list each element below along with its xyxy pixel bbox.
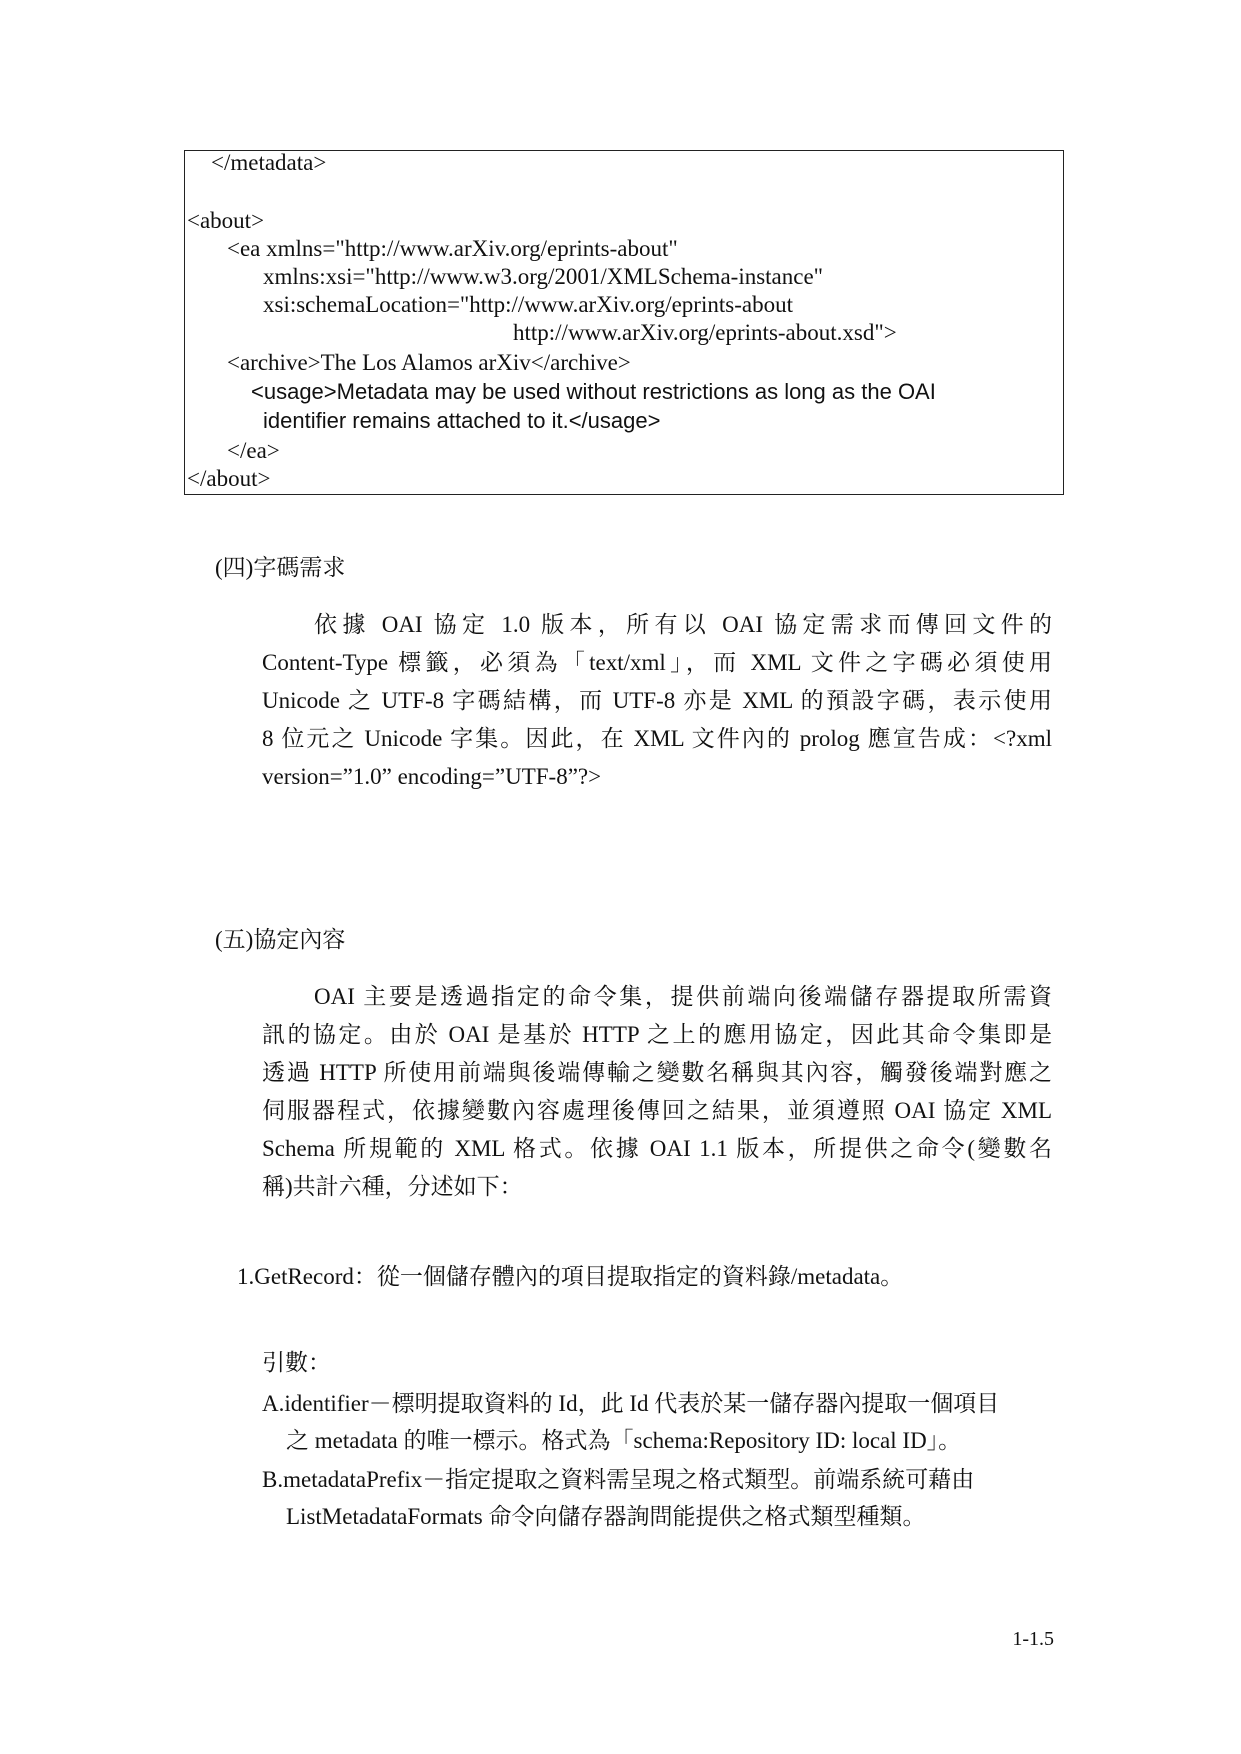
- code-line: </ea>: [227, 438, 280, 463]
- code-line: <archive>The Los Alamos arXiv</archive>: [227, 350, 631, 375]
- paragraph-line: 8 位元之 Unicode 字集。因此，在 XML 文件內的 prolog 應宣告成：<?xml: [262, 726, 1052, 751]
- code-line: http://www.arXiv.org/eprints-about.xsd">: [513, 320, 897, 345]
- code-line: identifier remains attached to it.</usage>: [263, 408, 661, 433]
- paragraph-line: version=”1.0” encoding=”UTF-8”?>: [262, 764, 602, 789]
- code-line: </metadata>: [211, 150, 327, 175]
- section-heading: (五)協定內容: [215, 927, 346, 952]
- paragraph-line: OAI 主要是透過指定的命令集，提供前端向後端儲存器提取所需資: [314, 984, 1052, 1009]
- paragraph-line: 透過 HTTP 所使用前端與後端傳輸之變數名稱與其內容，觸發後端對應之: [262, 1060, 1052, 1085]
- paragraph-line: 訊的協定。由於 OAI 是基於 HTTP 之上的應用協定，因此其命令集即是: [262, 1022, 1052, 1047]
- section-heading: (四)字碼需求: [215, 555, 346, 580]
- xml-code-box: [184, 150, 1064, 495]
- code-line: </about>: [187, 466, 271, 491]
- code-line: xsi:schemaLocation="http://www.arXiv.org/eprints-about: [263, 292, 793, 317]
- arg-line: A.identifier－標明提取資料的 Id，此 Id 代表於某一儲存器內提取一個項目: [262, 1391, 1000, 1416]
- arg-line: 之 metadata 的唯一標示。格式為「schema:Repository ID: local ID」。: [286, 1428, 962, 1453]
- arg-line: ListMetadataFormats 命令向儲存器詢問能提供之格式類型種類。: [286, 1504, 926, 1529]
- paragraph-line: 依據 OAI 協定 1.0 版本，所有以 OAI 協定需求而傳回文件的: [314, 612, 1052, 637]
- code-line: <usage>Metadata may be used without restrictions as long as the OAI: [251, 379, 936, 404]
- command-title: 1.GetRecord：從一個儲存體內的項目提取指定的資料錄/metadata。: [237, 1264, 904, 1289]
- paragraph-line: Schema 所規範的 XML 格式。依據 OAI 1.1 版本，所提供之命令(變數名: [262, 1136, 1052, 1161]
- code-line: xmlns:xsi="http://www.w3.org/2001/XMLSchema-instance": [263, 264, 824, 289]
- paragraph-line: 稱)共計六種，分述如下：: [262, 1174, 523, 1199]
- paragraph-line: Unicode 之 UTF-8 字碼結構，而 UTF-8 亦是 XML 的預設字碼，表示使用: [262, 688, 1052, 713]
- args-label: 引數：: [262, 1350, 331, 1375]
- paragraph-line: 伺服器程式，依據變數內容處理後傳回之結果，並須遵照 OAI 協定 XML: [262, 1098, 1052, 1123]
- code-line: <ea xmlns="http://www.arXiv.org/eprints-about": [227, 236, 678, 261]
- section4-paragraph: [262, 606, 1052, 796]
- paragraph-line: Content-Type 標籤，必須為「text/xml」，而 XML 文件之字碼必須使用: [262, 650, 1052, 675]
- section5-paragraph: [262, 978, 1052, 1206]
- arg-line: B.metadataPrefix－指定提取之資料需呈現之格式類型。前端系統可藉由: [262, 1467, 975, 1492]
- page-number: 1-1.5: [1012, 1628, 1054, 1650]
- code-line: <about>: [187, 208, 265, 233]
